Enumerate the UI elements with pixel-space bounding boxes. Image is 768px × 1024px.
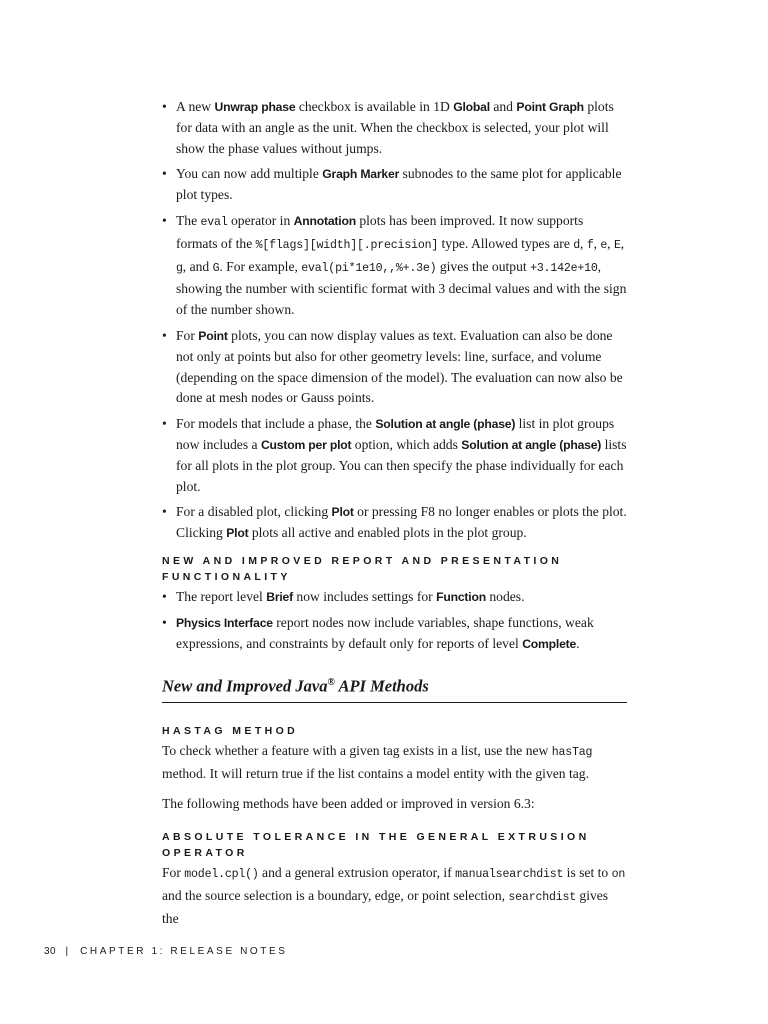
hastag-heading: HASTAG METHOD — [162, 724, 299, 737]
report-heading: NEW AND IMPROVED REPORT AND PRESENTATION FUNCTIONALITY — [162, 554, 563, 583]
footer-separator: | — [65, 946, 71, 957]
hastag-paragraph: To check whether a feature with a given tag exists in a list, use the new hasTag method. It will return true if the list contains a model entity with the given tag. — [162, 742, 593, 781]
list-item: • A new Unwrap phase checkbox is available in 1D Global and Point Graph plots for data with an angle as the unit. When the checkbox is selected, your plot will show the phase values without jumps. — [162, 97, 627, 159]
list-item: • For Point plots, you can now display values as text. Evaluation can also be done not only at points but also for other geometry levels: line, surface, and volume (depending on the space dimension of the model). The evaluation can now also be done at mesh nodes or Gauss points. — [162, 326, 627, 409]
report-bullet-list — [162, 587, 627, 654]
list-item: • For a disabled plot, clicking Plot or pressing F8 no longer enables or plots the plot. Clicking Plot plots all active and enabled plots in the plot group. — [162, 502, 627, 544]
page-number: 30 — [44, 946, 57, 957]
abstol-heading: ABSOLUTE TOLERANCE IN THE GENERAL EXTRUSION OPERATOR — [162, 831, 590, 860]
chapter-title: CHAPTER 1: RELEASE NOTES — [80, 946, 288, 957]
list-item: • You can now add multiple Graph Marker subnodes to the same plot for applicable plot types. — [162, 164, 627, 206]
list-item: • The eval operator in Annotation plots has been improved. It now supports formats of the %[flags][width][.precision] type. Allowed types are d, f, e, E, g, and G. For example, eval(pi*1e10,,%+.3e) gives the output +3.142e+10, showing the number with scientific format with 3 decimal values and with the sign of the number shown. — [162, 211, 627, 321]
list-item: • The report level Brief now includes settings for Function nodes. — [162, 587, 627, 608]
plot-bullet-list — [162, 97, 627, 544]
page-footer — [44, 946, 288, 957]
list-item: • Physics Interface report nodes now include variables, shape functions, weak expressions, and constraints by default only for reports of level Complete. — [162, 613, 627, 655]
section-title: New and Improved Java® API Methods — [162, 672, 627, 703]
list-item: • For models that include a phase, the Solution at angle (phase) list in plot groups now includes a Custom per plot option, which adds Solution at angle (phase) lists for all plots in the plot group. You can then specify the phase individually for each plot. — [162, 414, 627, 497]
methods-paragraph: The following methods have been added or improved in version 6.3: — [162, 796, 535, 812]
abstol-paragraph: For model.cpl() and a general extrusion operator, if manualsearchdist is set to on and the source selection is a boundary, edge, or point selection, searchdist gives the — [162, 865, 626, 926]
page-content — [162, 97, 627, 930]
